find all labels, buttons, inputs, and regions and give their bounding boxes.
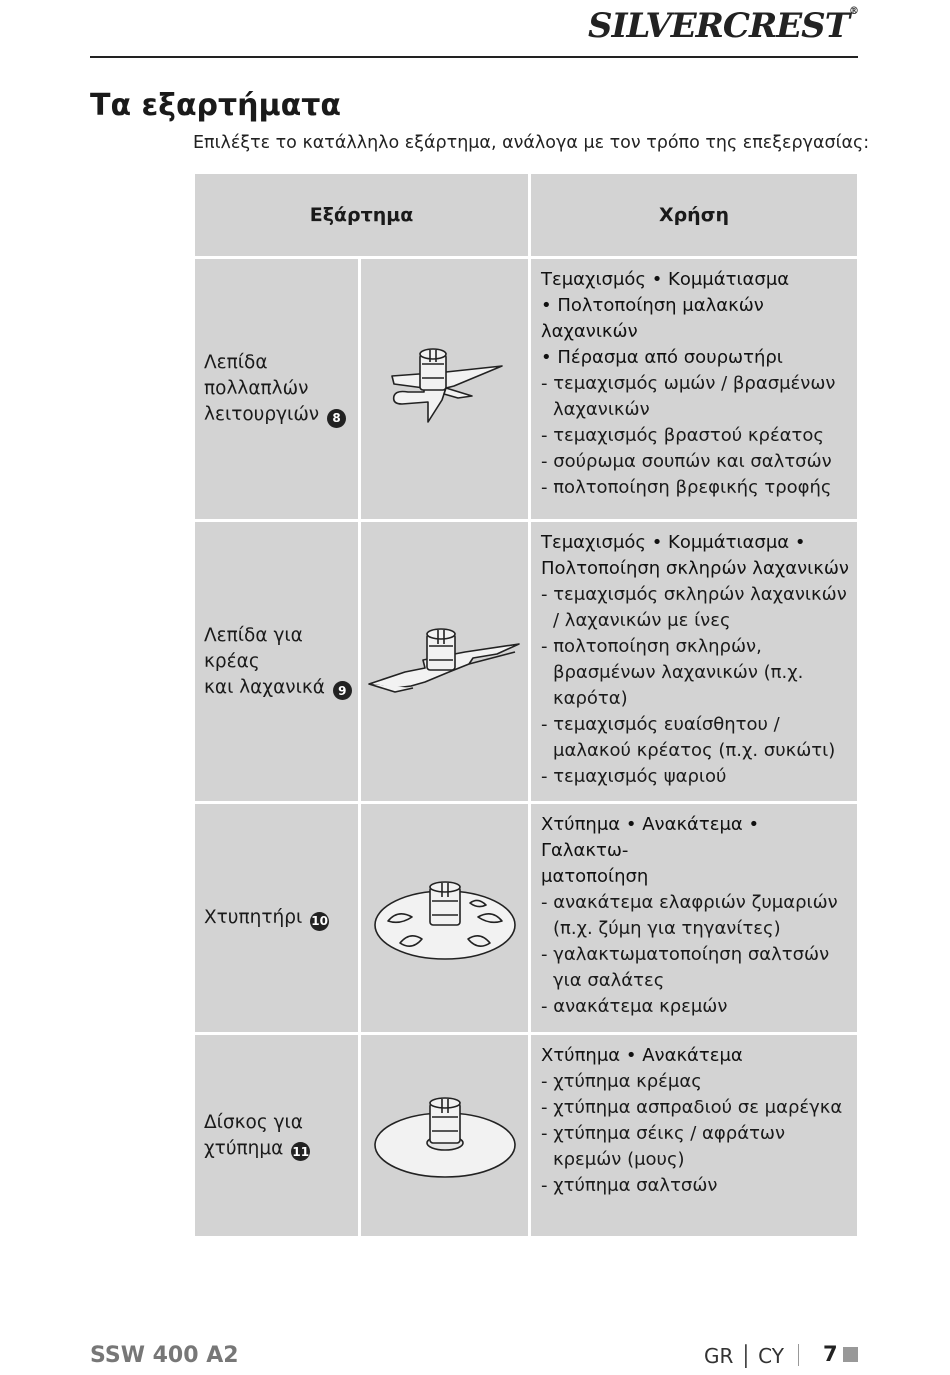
part-image [361,259,528,519]
part-number-badge: 11 [291,1142,310,1161]
list-item: - πολτοποίηση σκληρών, βρασμένων λαχανικών (π.χ. καρότα) [541,636,804,709]
list-item: - ανακάτεμα κρεμών [541,996,728,1017]
page-title: Τα εξαρτήματα [90,88,341,123]
multi-function-blade-icon [380,344,510,434]
use-description: Χτύπημα • Ανακάτεμα - χτύπημα κρέμας - χτύπημα ασπραδιού σε μαρέγκα - χτύπημα σέικς / αφράτων κρεμών (μους) - χτύπημα σαλτσών [531,1035,857,1236]
footer-model: SSW 400 A2 [90,1343,239,1368]
whisk-icon [370,873,520,963]
list-item: - χτύπημα κρέμας [541,1071,702,1092]
page-marker-icon [843,1347,858,1362]
header-rule [90,56,858,58]
use-description: Χτύπημα • Ανακάτεμα • Γαλακτω- ματοποίηση - ανακάτεμα ελαφριών ζυμαριών (π.χ. ζύμη για τηγανίτες) - γαλακτωματοποίηση σαλτσών για σαλάτες - ανακάτεμα κρεμών [531,804,857,1032]
part-number-badge: 10 [310,912,329,931]
list-item: - πολτοποίηση βρεφικής τροφής [541,477,832,498]
list-item: - τεμαχισμός ωμών / βρασμένων λαχανικών [541,373,836,420]
list-item: - ανακάτεμα ελαφριών ζυμαριών (π.χ. ζύμη για τηγανίτες) [541,892,838,939]
list-item: - τεμαχισμός ψαριού [541,766,727,787]
part-number-badge: 8 [327,409,346,428]
list-item: - σούρωμα σουπών και σαλτσών [541,451,832,472]
part-image [361,804,528,1032]
list-item: - χτύπημα σέικς / αφράτων κρεμών (μους) [541,1123,786,1170]
part-image [361,522,528,801]
list-item: - τεμαχισμός σκληρών λαχανικών / λαχανικών με ίνες [541,584,847,631]
footer-divider [798,1344,799,1366]
header-part: Εξάρτημα [195,174,528,256]
part-name: Λεπίδα πολλαπλών λειτουργιών 8 [195,259,358,519]
attachments-table [195,174,857,1236]
list-item: - χτύπημα ασπραδιού σε μαρέγκα [541,1097,843,1118]
whipping-disc-icon [370,1091,520,1181]
brand-logo: SILVERCREST® [588,6,858,46]
part-number-badge: 9 [333,681,352,700]
list-item: - γαλακτωματοποίηση σαλτσών για σαλάτες [541,944,830,991]
page-number: 7 [823,1342,838,1366]
part-name: Λεπίδα για κρέας και λαχανικά 9 [195,522,358,801]
meat-vegetable-blade-icon [365,622,525,702]
footer-language: GR │ CY [704,1344,784,1368]
use-description: Τεμαχισμός • Κομμάτιασμα • Πολτοποίηση μαλακών λαχανικών • Πέρασμα από σουρωτήρι - τεμαχισμός ωμών / βρασμένων λαχανικών - τεμαχισμός βραστού κρέατος - σούρωμα σουπών και σαλτσών - πολτοποίηση βρεφικής τροφής [531,259,857,519]
list-item: - τεμαχισμός ευαίσθητου / μαλακού κρέατος (π.χ. συκώτι) [541,714,836,761]
header-use: Χρήση [531,174,857,256]
list-item: - τεμαχισμός βραστού κρέατος [541,425,824,446]
intro-text: Επιλέξτε το κατάλληλο εξάρτημα, ανάλογα με τον τρόπο της επεξεργασίας: [193,133,870,153]
part-name: Χτυπητήρι 10 [195,804,358,1032]
use-description: Τεμαχισμός • Κομμάτιασμα • Πολτοποίηση σκληρών λαχανικών - τεμαχισμός σκληρών λαχανικών / λαχανικών με ίνες - πολτοποίηση σκληρών, βρασμένων λαχανικών (π.χ. καρότα) - τεμαχισμός ευαίσθητου / μαλακού κρέατος (π.χ. συκώτι) - τεμαχισμός ψαριού [531,522,857,801]
part-image [361,1035,528,1236]
part-name: Δίσκος για χτύπημα 11 [195,1035,358,1236]
list-item: - χτύπημα σαλτσών [541,1175,718,1196]
